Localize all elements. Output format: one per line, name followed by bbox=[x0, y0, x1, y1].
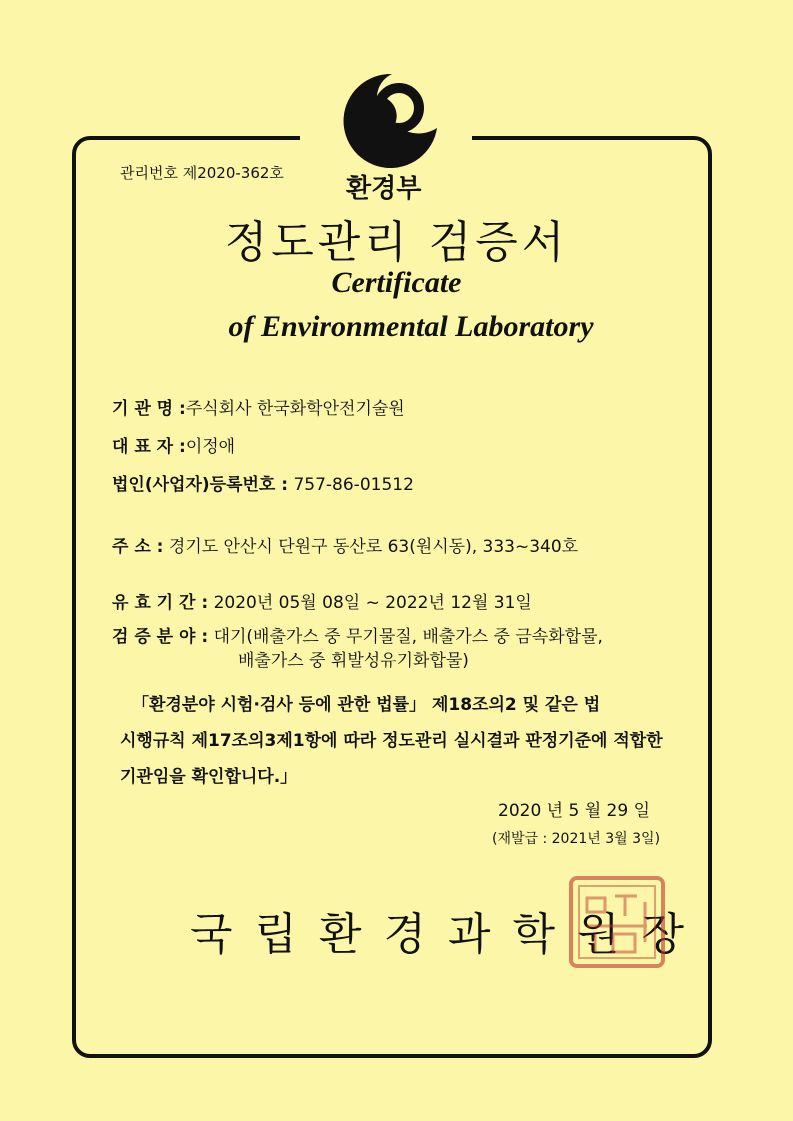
reissue-date: (재발급 : 2021년 3월 3일) bbox=[492, 831, 661, 847]
representative-row bbox=[112, 432, 235, 457]
org-name-value: 주식회사 한국화학안전기술원 bbox=[185, 399, 405, 419]
certification-text-line1: 「환경분야 시험·검사 등에 관한 법률」 제18조의2 및 같은 법 bbox=[132, 695, 601, 715]
address-row bbox=[112, 532, 578, 557]
validity-label: 유 효 기 간 : bbox=[112, 593, 209, 613]
representative-value: 이정애 bbox=[185, 437, 236, 457]
registration-row bbox=[112, 470, 414, 495]
org-name-row bbox=[112, 394, 405, 419]
validity-row bbox=[112, 588, 532, 613]
certificate-title-english-line1: Certificate bbox=[331, 266, 462, 299]
certification-text-line2: 시행규칙 제17조의3제1항에 따라 정도관리 실시결과 판정기준에 적합한 bbox=[120, 731, 663, 751]
address-label: 주 소 : bbox=[112, 537, 164, 557]
registration-value: 757-86-01512 bbox=[293, 475, 414, 495]
validity-value: 2020년 05월 08일 ~ 2022년 12월 31일 bbox=[213, 593, 532, 613]
representative-label: 대 표 자 : bbox=[112, 437, 186, 457]
scope-row bbox=[112, 622, 603, 647]
certificate-title-english-line2: of Environmental Laboratory bbox=[228, 310, 594, 343]
issuer-name: 국립환경과학원장 bbox=[190, 909, 707, 960]
registration-label: 법인(사업자)등록번호 : bbox=[112, 475, 289, 495]
address-value: 경기도 안산시 단원구 동산로 63(원시동), 333~340호 bbox=[168, 537, 579, 557]
scope-value-line1: 대기(배출가스 중 무기물질, 배출가스 중 금속화합물, bbox=[213, 627, 603, 647]
issue-date: 2020 년 5 월 29 일 bbox=[498, 801, 650, 821]
management-number: 관리번호 제2020-362호 bbox=[120, 164, 284, 182]
scope-label: 검 증 분 야 : bbox=[112, 627, 209, 647]
org-name-label: 기 관 명 : bbox=[112, 399, 186, 419]
scope-value-line2: 배출가스 중 휘발성유기화합물) bbox=[238, 651, 469, 671]
certificate-title-korean: 정도관리 검증서 bbox=[224, 217, 569, 268]
official-seal-stamp bbox=[565, 872, 670, 972]
ministry-name: 환경부 bbox=[346, 174, 422, 204]
government-emblem-icon bbox=[337, 66, 447, 176]
certification-text-line3: 기관임을 확인합니다.」 bbox=[120, 767, 298, 787]
